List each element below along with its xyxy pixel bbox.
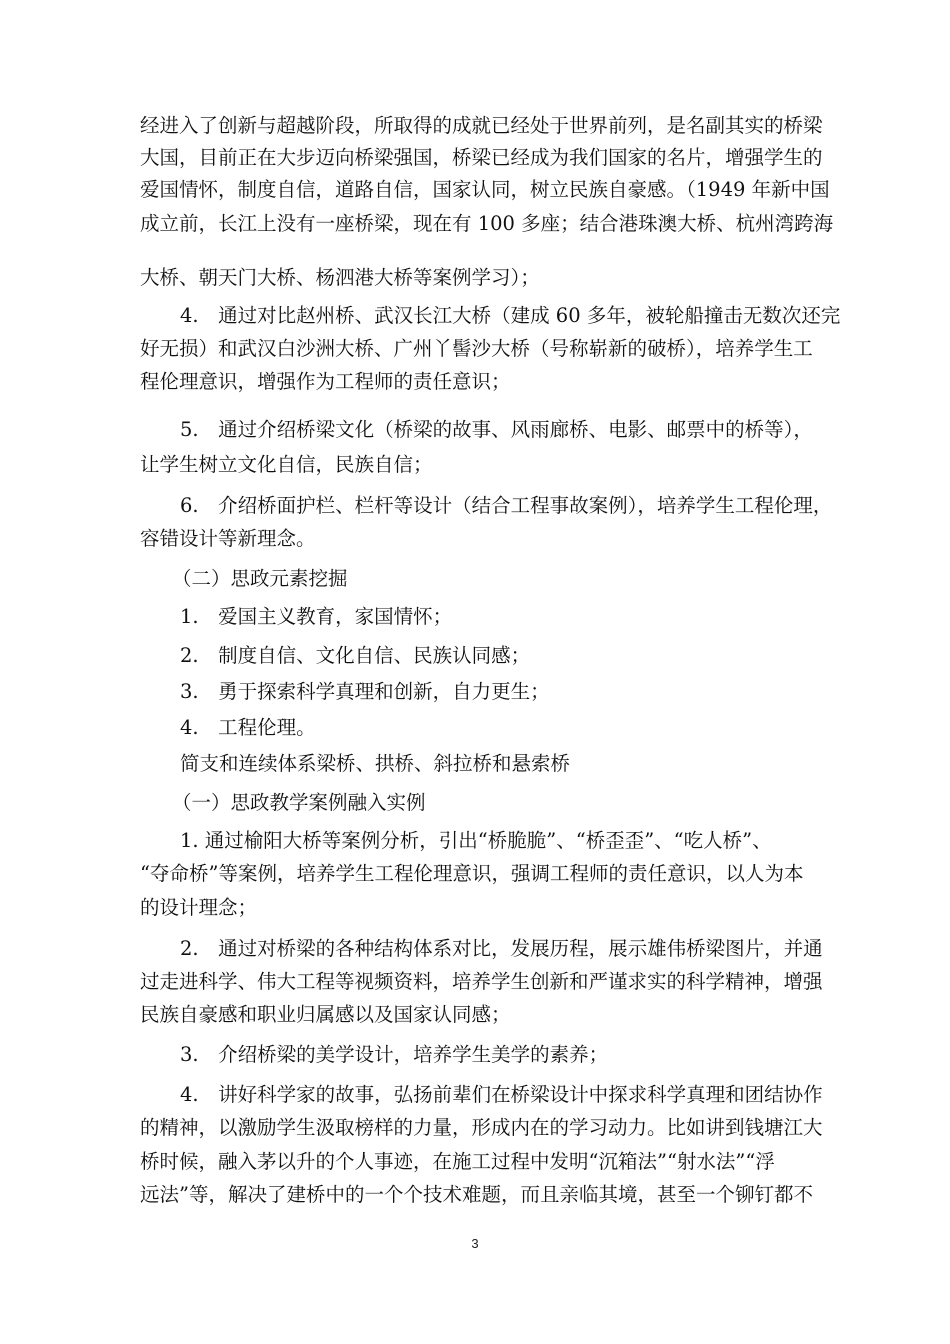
page-number: 3	[471, 1236, 479, 1251]
text-line: 民族自豪感和职业归属感以及国家认同感；	[140, 1003, 511, 1026]
text-line: 4. 讲好科学家的故事，弘扬前辈们在桥梁设计中探求科学真理和团结协作	[180, 1083, 823, 1106]
text-line: 程伦理意识，增强作为工程师的责任意识；	[140, 370, 511, 393]
text-line: 大国，目前正在大步迈向桥梁强国，桥梁已经成为我们国家的名片，增强学生的	[140, 146, 823, 169]
list-item: 4. 工程伦理。	[180, 716, 316, 739]
text-line: 6. 介绍桥面护栏、栏杆等设计（结合工程事故案例），培养学生工程伦理，	[180, 494, 833, 517]
text-line: 4. 通过对比赵州桥、武汉长江大桥（建成 60 多年，被轮船撞击无数次还完	[180, 304, 841, 327]
section-heading: 简支和连续体系梁桥、拱桥、斜拉桥和悬索桥	[180, 752, 571, 775]
text-line: 5. 通过介绍桥梁文化（桥梁的故事、风雨廊桥、电影、邮票中的桥等），	[180, 418, 813, 441]
text-line: 的设计理念；	[140, 896, 258, 919]
text-line: 过走进科学、伟大工程等视频资料，培养学生创新和严谨求实的科学精神，增强	[140, 970, 823, 993]
list-item: 3. 勇于探索科学真理和创新，自力更生；	[180, 680, 550, 703]
text-line: 好无损）和武汉白沙洲大桥、广州丫髻沙大桥（号称崭新的破桥），培养学生工	[140, 337, 813, 360]
list-item: 2. 制度自信、文化自信、民族认同感；	[180, 644, 531, 667]
text-line: 大桥、朝天门大桥、杨泗港大桥等案例学习）；	[140, 266, 540, 289]
text-line: 桥时候，融入茅以升的个人事迹，在施工过程中发明“沉箱法”“射水法”“浮	[140, 1150, 775, 1173]
text-line: 2. 通过对桥梁的各种结构体系对比，发展历程，展示雄伟桥梁图片，并通	[180, 937, 823, 960]
text-line: 3. 介绍桥梁的美学设计，培养学生美学的素养；	[180, 1043, 609, 1066]
text-line: 爱国情怀，制度自信，道路自信，国家认同，树立民族自豪感。（1949 年新中国	[140, 178, 830, 201]
text-line: 容错设计等新理念。	[140, 527, 316, 550]
text-line: 1. 通过榆阳大桥等案例分析，引出“桥脆脆”、“桥歪歪”、“吃人桥”、	[180, 829, 772, 852]
list-item: 1. 爱国主义教育，家国情怀；	[180, 605, 453, 628]
text-line: “夺命桥”等案例，培养学生工程伦理意识，强调工程师的责任意识，以人为本	[140, 862, 804, 885]
text-line: 远法”等，解决了建桥中的一个个技术难题，而且亲临其境，甚至一个铆钉都不	[140, 1183, 813, 1206]
text-line: 的精神，以激励学生汲取榜样的力量，形成内在的学习动力。比如讲到钱塘江大	[140, 1116, 823, 1139]
text-line: 让学生树立文化自信，民族自信；	[140, 453, 433, 476]
text-line: 成立前，长江上没有一座桥梁，现在有 100 多座；结合港珠澳大桥、杭州湾跨海	[140, 212, 834, 235]
text-line: 经进入了创新与超越阶段，所取得的成就已经处于世界前列，是名副其实的桥梁	[140, 114, 823, 137]
section-heading: （一）思政教学案例融入实例	[172, 791, 426, 814]
section-heading: （二）思政元素挖掘	[172, 567, 348, 590]
